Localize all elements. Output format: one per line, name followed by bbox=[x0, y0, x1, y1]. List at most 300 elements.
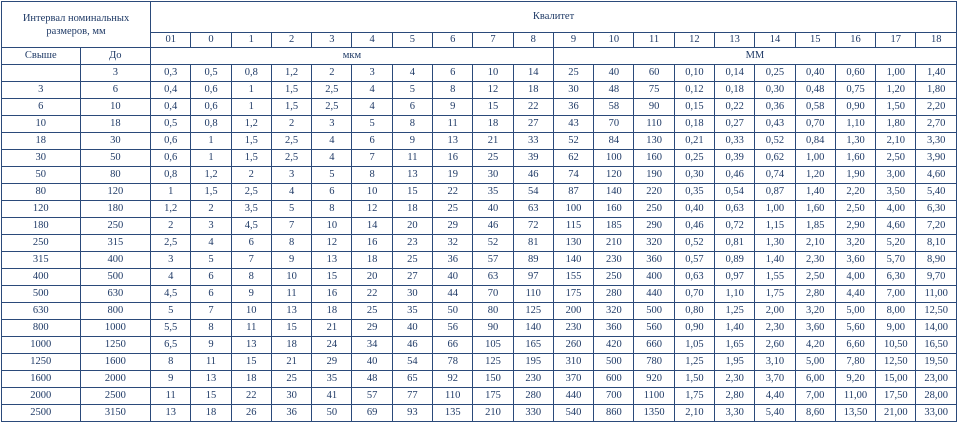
tolerance-value-cell: 1,50 bbox=[674, 371, 714, 388]
size-to-cell: 3150 bbox=[80, 405, 151, 422]
tolerance-value-cell: 1,25 bbox=[674, 354, 714, 371]
tolerance-value-cell: 210 bbox=[473, 405, 513, 422]
tolerance-value-cell: 1,2 bbox=[231, 116, 271, 133]
tolerance-value-cell: 13 bbox=[312, 252, 352, 269]
tolerance-value-cell: 210 bbox=[594, 235, 634, 252]
table-row bbox=[2, 252, 957, 269]
tolerance-value-cell: 1,20 bbox=[876, 82, 916, 99]
tolerance-value-cell: 0,18 bbox=[715, 82, 755, 99]
grade-header-cell: 10 bbox=[594, 33, 634, 48]
tolerance-value-cell: 35 bbox=[312, 371, 352, 388]
tolerance-value-cell: 36 bbox=[553, 99, 593, 116]
tolerance-value-cell: 48 bbox=[352, 371, 392, 388]
tolerance-value-cell: 2 bbox=[231, 167, 271, 184]
tolerance-value-cell: 1,00 bbox=[876, 65, 916, 82]
tolerance-value-cell: 1,80 bbox=[916, 82, 957, 99]
tolerance-value-cell: 9,00 bbox=[876, 320, 916, 337]
tolerance-value-cell: 70 bbox=[594, 116, 634, 133]
tolerance-value-cell: 0,43 bbox=[755, 116, 795, 133]
tolerance-value-cell: 4,40 bbox=[755, 388, 795, 405]
tolerance-value-cell: 0,75 bbox=[835, 82, 875, 99]
tolerance-value-cell: 6 bbox=[352, 133, 392, 150]
tolerance-value-cell: 65 bbox=[392, 371, 432, 388]
grade-header-cell: 18 bbox=[916, 33, 957, 48]
tolerance-value-cell: 22 bbox=[352, 286, 392, 303]
size-from-cell: 180 bbox=[2, 218, 81, 235]
tolerance-value-cell: 1 bbox=[231, 82, 271, 99]
tolerance-value-cell: 1,5 bbox=[231, 133, 271, 150]
tolerance-value-cell: 1,65 bbox=[715, 337, 755, 354]
tolerance-value-cell: 220 bbox=[634, 184, 674, 201]
grade-header-cell: 15 bbox=[795, 33, 835, 48]
units-row bbox=[2, 48, 957, 65]
tolerance-value-cell: 230 bbox=[513, 371, 553, 388]
tolerance-value-cell: 25 bbox=[271, 371, 311, 388]
tolerance-value-cell: 20 bbox=[352, 269, 392, 286]
tolerance-value-cell: 63 bbox=[473, 269, 513, 286]
tolerance-value-cell: 69 bbox=[352, 405, 392, 422]
tolerance-value-cell: 0,8 bbox=[191, 116, 231, 133]
tolerance-value-cell: 0,6 bbox=[151, 133, 191, 150]
tolerance-value-cell: 81 bbox=[513, 235, 553, 252]
tolerance-value-cell: 400 bbox=[634, 269, 674, 286]
tolerance-value-cell: 160 bbox=[634, 150, 674, 167]
tolerance-value-cell: 1,5 bbox=[271, 99, 311, 116]
tolerance-value-cell: 3,90 bbox=[916, 150, 957, 167]
tolerance-value-cell: 7,00 bbox=[876, 286, 916, 303]
tolerance-value-cell: 57 bbox=[352, 388, 392, 405]
tolerance-value-cell: 440 bbox=[553, 388, 593, 405]
tolerance-value-cell: 25 bbox=[553, 65, 593, 82]
tolerance-value-cell: 0,70 bbox=[795, 116, 835, 133]
tolerance-value-cell: 0,25 bbox=[755, 65, 795, 82]
tolerance-value-cell: 35 bbox=[473, 184, 513, 201]
tolerance-value-cell: 36 bbox=[433, 252, 473, 269]
tolerance-value-cell: 0,52 bbox=[674, 235, 714, 252]
tolerance-value-cell: 5 bbox=[191, 252, 231, 269]
tolerance-value-cell: 0,36 bbox=[755, 99, 795, 116]
tolerance-value-cell: 29 bbox=[312, 354, 352, 371]
table-row bbox=[2, 82, 957, 99]
tolerance-value-cell: 43 bbox=[553, 116, 593, 133]
tolerance-value-cell: 50 bbox=[433, 303, 473, 320]
tolerance-value-cell: 5,70 bbox=[876, 252, 916, 269]
tolerance-value-cell: 2,10 bbox=[876, 133, 916, 150]
tolerance-value-cell: 4 bbox=[312, 150, 352, 167]
tolerance-value-cell: 0,84 bbox=[795, 133, 835, 150]
tolerance-value-cell: 1,85 bbox=[795, 218, 835, 235]
size-from-cell: 250 bbox=[2, 235, 81, 252]
tolerance-value-cell: 11 bbox=[231, 320, 271, 337]
tolerance-value-cell: 7,20 bbox=[916, 218, 957, 235]
tolerance-value-cell: 1,10 bbox=[715, 286, 755, 303]
tolerance-value-cell: 1,10 bbox=[835, 116, 875, 133]
tolerance-value-cell: 8 bbox=[433, 82, 473, 99]
table-row bbox=[2, 269, 957, 286]
size-to-cell: 500 bbox=[80, 269, 151, 286]
tolerance-value-cell: 87 bbox=[553, 184, 593, 201]
tolerance-value-cell: 2,50 bbox=[876, 150, 916, 167]
tolerance-value-cell: 860 bbox=[594, 405, 634, 422]
tolerance-value-cell: 9 bbox=[392, 133, 432, 150]
tolerance-value-cell: 1,95 bbox=[715, 354, 755, 371]
tolerance-value-cell: 15 bbox=[312, 269, 352, 286]
tolerance-value-cell: 3 bbox=[312, 116, 352, 133]
size-to-cell: 630 bbox=[80, 286, 151, 303]
tolerance-value-cell: 2 bbox=[312, 65, 352, 82]
size-from-cell: 30 bbox=[2, 150, 81, 167]
tolerance-value-cell: 3,00 bbox=[876, 167, 916, 184]
size-range-header: Интервал номинальных размеров, мм bbox=[2, 2, 151, 48]
tolerance-value-cell: 11 bbox=[191, 354, 231, 371]
table-row bbox=[2, 371, 957, 388]
tolerance-value-cell: 18 bbox=[392, 201, 432, 218]
tolerance-value-cell: 13 bbox=[433, 133, 473, 150]
tolerance-value-cell: 7 bbox=[231, 252, 271, 269]
tolerance-value-cell: 0,18 bbox=[674, 116, 714, 133]
table-row bbox=[2, 116, 957, 133]
tolerance-value-cell: 1,40 bbox=[755, 252, 795, 269]
tolerance-value-cell: 8 bbox=[392, 116, 432, 133]
size-to-cell: 250 bbox=[80, 218, 151, 235]
tolerance-value-cell: 1 bbox=[151, 184, 191, 201]
tolerance-value-cell: 25 bbox=[473, 150, 513, 167]
tolerance-value-cell: 21 bbox=[473, 133, 513, 150]
tolerance-value-cell: 5,20 bbox=[876, 235, 916, 252]
grade-header-cell: 0 bbox=[191, 33, 231, 48]
tolerance-value-cell: 6 bbox=[191, 269, 231, 286]
tolerance-value-cell: 150 bbox=[473, 371, 513, 388]
tolerance-value-cell: 3,10 bbox=[755, 354, 795, 371]
tolerance-value-cell: 0,8 bbox=[231, 65, 271, 82]
tolerance-value-cell: 2,80 bbox=[795, 286, 835, 303]
tolerance-value-cell: 40 bbox=[352, 354, 392, 371]
tolerance-value-cell: 140 bbox=[553, 252, 593, 269]
tolerance-value-cell: 13 bbox=[271, 303, 311, 320]
tolerance-value-cell: 3,50 bbox=[876, 184, 916, 201]
quality-header: Квалитет bbox=[151, 2, 957, 33]
tolerance-value-cell: 360 bbox=[634, 252, 674, 269]
grade-header-cell: 14 bbox=[755, 33, 795, 48]
tolerance-value-cell: 540 bbox=[553, 405, 593, 422]
tolerance-value-cell: 22 bbox=[513, 99, 553, 116]
tolerance-value-cell: 8 bbox=[151, 354, 191, 371]
tolerance-value-cell: 36 bbox=[271, 405, 311, 422]
tolerance-value-cell: 0,30 bbox=[674, 167, 714, 184]
size-to-cell: 18 bbox=[80, 116, 151, 133]
tolerance-value-cell: 1,80 bbox=[876, 116, 916, 133]
size-to-cell: 1250 bbox=[80, 337, 151, 354]
size-to-cell: 30 bbox=[80, 133, 151, 150]
tolerance-value-cell: 660 bbox=[634, 337, 674, 354]
tolerance-value-cell: 15 bbox=[392, 184, 432, 201]
tolerance-value-cell: 4,20 bbox=[795, 337, 835, 354]
tolerance-value-cell: 58 bbox=[594, 99, 634, 116]
tolerance-value-cell: 3,60 bbox=[835, 252, 875, 269]
tolerance-value-cell: 0,90 bbox=[835, 99, 875, 116]
tolerance-value-cell: 3,70 bbox=[755, 371, 795, 388]
tolerance-value-cell: 0,57 bbox=[674, 252, 714, 269]
table-body bbox=[2, 65, 957, 422]
tolerance-value-cell: 21 bbox=[312, 320, 352, 337]
table-row bbox=[2, 184, 957, 201]
tolerance-value-cell: 10 bbox=[352, 184, 392, 201]
tolerance-value-cell: 2,30 bbox=[795, 252, 835, 269]
tolerance-value-cell: 0,35 bbox=[674, 184, 714, 201]
tolerance-value-cell: 90 bbox=[634, 99, 674, 116]
tolerance-value-cell: 120 bbox=[594, 167, 634, 184]
tolerance-value-cell: 11 bbox=[271, 286, 311, 303]
unit-mm-label: ММ bbox=[553, 48, 956, 65]
grade-header-cell: 9 bbox=[553, 33, 593, 48]
tolerance-value-cell: 8 bbox=[352, 167, 392, 184]
tolerance-value-cell: 130 bbox=[553, 235, 593, 252]
tolerance-value-cell: 12 bbox=[352, 201, 392, 218]
tolerance-value-cell: 12,50 bbox=[876, 354, 916, 371]
tolerance-value-cell: 16 bbox=[352, 235, 392, 252]
tolerance-value-cell: 3,5 bbox=[231, 201, 271, 218]
tolerance-value-cell: 320 bbox=[634, 235, 674, 252]
tolerance-value-cell: 5,00 bbox=[835, 303, 875, 320]
tolerance-value-cell: 310 bbox=[553, 354, 593, 371]
tolerance-value-cell: 0,46 bbox=[674, 218, 714, 235]
tolerance-value-cell: 5 bbox=[271, 201, 311, 218]
tolerance-value-cell: 8,00 bbox=[876, 303, 916, 320]
tolerance-table bbox=[1, 1, 957, 422]
tolerance-value-cell: 0,97 bbox=[715, 269, 755, 286]
tolerance-value-cell: 70 bbox=[473, 286, 513, 303]
tolerance-value-cell: 66 bbox=[433, 337, 473, 354]
grade-header-cell: 2 bbox=[271, 33, 311, 48]
table-row bbox=[2, 303, 957, 320]
tolerance-value-cell: 1350 bbox=[634, 405, 674, 422]
tolerance-value-cell: 19,50 bbox=[916, 354, 957, 371]
tolerance-value-cell: 11 bbox=[151, 388, 191, 405]
tolerance-value-cell: 27 bbox=[513, 116, 553, 133]
tolerance-value-cell: 2,80 bbox=[715, 388, 755, 405]
tolerance-value-cell: 23,00 bbox=[916, 371, 957, 388]
tolerance-value-cell: 25 bbox=[392, 252, 432, 269]
tolerance-value-cell: 22 bbox=[231, 388, 271, 405]
tolerance-value-cell: 33,00 bbox=[916, 405, 957, 422]
tolerance-value-cell: 920 bbox=[634, 371, 674, 388]
tolerance-value-cell: 2,5 bbox=[231, 184, 271, 201]
tolerance-value-cell: 24 bbox=[312, 337, 352, 354]
table-row bbox=[2, 65, 957, 82]
size-from-cell: 50 bbox=[2, 167, 81, 184]
tolerance-value-cell: 6,5 bbox=[151, 337, 191, 354]
tolerance-value-cell: 16 bbox=[312, 286, 352, 303]
tolerance-value-cell: 52 bbox=[473, 235, 513, 252]
tolerance-value-cell: 22 bbox=[433, 184, 473, 201]
tolerance-value-cell: 0,89 bbox=[715, 252, 755, 269]
tolerance-value-cell: 5 bbox=[392, 82, 432, 99]
tolerance-value-cell: 2,70 bbox=[916, 116, 957, 133]
tolerance-value-cell: 14 bbox=[513, 65, 553, 82]
tolerance-value-cell: 6 bbox=[191, 286, 231, 303]
tolerance-value-cell: 8 bbox=[191, 320, 231, 337]
size-from-cell: 10 bbox=[2, 116, 81, 133]
grade-header-cell: 7 bbox=[473, 33, 513, 48]
tolerance-value-cell: 5 bbox=[151, 303, 191, 320]
tolerance-value-cell: 1,15 bbox=[755, 218, 795, 235]
tolerance-value-cell: 1,75 bbox=[755, 286, 795, 303]
tolerance-value-cell: 2,20 bbox=[835, 184, 875, 201]
tolerance-value-cell: 21,00 bbox=[876, 405, 916, 422]
tolerance-value-cell: 420 bbox=[594, 337, 634, 354]
tolerance-value-cell: 185 bbox=[594, 218, 634, 235]
size-from-cell: 6 bbox=[2, 99, 81, 116]
tolerance-value-cell: 57 bbox=[473, 252, 513, 269]
tolerance-value-cell: 9 bbox=[271, 252, 311, 269]
tolerance-value-cell: 50 bbox=[312, 405, 352, 422]
tolerance-value-cell: 40 bbox=[433, 269, 473, 286]
tolerance-value-cell: 33 bbox=[513, 133, 553, 150]
tolerance-value-cell: 21 bbox=[271, 354, 311, 371]
tolerance-value-cell: 0,80 bbox=[674, 303, 714, 320]
tolerance-value-cell: 1,40 bbox=[795, 184, 835, 201]
tolerance-value-cell: 360 bbox=[594, 320, 634, 337]
tolerance-value-cell: 1,30 bbox=[835, 133, 875, 150]
tolerance-value-cell: 2,10 bbox=[674, 405, 714, 422]
tolerance-value-cell: 97 bbox=[513, 269, 553, 286]
size-from-cell: 630 bbox=[2, 303, 81, 320]
tolerance-value-cell: 4,00 bbox=[835, 269, 875, 286]
tolerance-value-cell: 84 bbox=[594, 133, 634, 150]
tolerance-value-cell: 0,39 bbox=[715, 150, 755, 167]
size-from-cell: 315 bbox=[2, 252, 81, 269]
tolerance-value-cell: 12,50 bbox=[916, 303, 957, 320]
tolerance-value-cell: 23 bbox=[392, 235, 432, 252]
size-from-cell: 500 bbox=[2, 286, 81, 303]
tolerance-value-cell: 4,5 bbox=[231, 218, 271, 235]
grade-header-cell: 13 bbox=[715, 33, 755, 48]
tolerance-value-cell: 0,74 bbox=[755, 167, 795, 184]
size-from-cell: 1250 bbox=[2, 354, 81, 371]
tolerance-value-cell: 3 bbox=[271, 167, 311, 184]
tolerance-value-cell: 35 bbox=[392, 303, 432, 320]
table-row bbox=[2, 286, 957, 303]
tolerance-value-cell: 4,60 bbox=[876, 218, 916, 235]
tolerance-value-cell: 155 bbox=[553, 269, 593, 286]
tolerance-value-cell: 80 bbox=[473, 303, 513, 320]
tolerance-value-cell: 260 bbox=[553, 337, 593, 354]
tolerance-value-cell: 290 bbox=[634, 218, 674, 235]
tolerance-value-cell: 18 bbox=[191, 405, 231, 422]
tolerance-value-cell: 13 bbox=[151, 405, 191, 422]
size-to-cell: 180 bbox=[80, 201, 151, 218]
tolerance-value-cell: 13,50 bbox=[835, 405, 875, 422]
tolerance-value-cell: 18 bbox=[473, 116, 513, 133]
tolerance-value-cell: 0,5 bbox=[151, 116, 191, 133]
tolerance-value-cell: 105 bbox=[473, 337, 513, 354]
tolerance-value-cell: 15,00 bbox=[876, 371, 916, 388]
table-row bbox=[2, 235, 957, 252]
tolerance-value-cell: 6,00 bbox=[795, 371, 835, 388]
tolerance-value-cell: 32 bbox=[433, 235, 473, 252]
tolerance-value-cell: 20 bbox=[392, 218, 432, 235]
size-to-cell: 800 bbox=[80, 303, 151, 320]
size-from-cell: 18 bbox=[2, 133, 81, 150]
tolerance-value-cell: 4 bbox=[312, 133, 352, 150]
tolerance-value-cell: 500 bbox=[634, 303, 674, 320]
tolerance-value-cell: 4 bbox=[151, 269, 191, 286]
tolerance-value-cell: 75 bbox=[634, 82, 674, 99]
size-from-cell: 400 bbox=[2, 269, 81, 286]
tolerance-value-cell: 28,00 bbox=[916, 388, 957, 405]
tolerance-value-cell: 17,50 bbox=[876, 388, 916, 405]
to-column-header: До bbox=[80, 48, 151, 65]
tolerance-value-cell: 0,58 bbox=[795, 99, 835, 116]
tolerance-value-cell: 0,6 bbox=[191, 82, 231, 99]
grade-header-cell: 8 bbox=[513, 33, 553, 48]
tolerance-value-cell: 14,00 bbox=[916, 320, 957, 337]
tolerance-value-cell: 40 bbox=[594, 65, 634, 82]
tolerance-value-cell: 12 bbox=[473, 82, 513, 99]
tolerance-value-cell: 140 bbox=[594, 184, 634, 201]
tolerance-value-cell: 9,20 bbox=[835, 371, 875, 388]
tolerance-value-cell: 600 bbox=[594, 371, 634, 388]
tolerance-value-cell: 160 bbox=[594, 201, 634, 218]
tolerance-value-cell: 4 bbox=[352, 99, 392, 116]
tolerance-value-cell: 30 bbox=[392, 286, 432, 303]
tolerance-value-cell: 2 bbox=[151, 218, 191, 235]
size-to-cell: 2500 bbox=[80, 388, 151, 405]
tolerance-value-cell: 10 bbox=[271, 269, 311, 286]
tolerance-value-cell: 1,5 bbox=[231, 150, 271, 167]
size-to-cell: 400 bbox=[80, 252, 151, 269]
tolerance-value-cell: 30 bbox=[473, 167, 513, 184]
size-from-cell: 800 bbox=[2, 320, 81, 337]
tolerance-value-cell: 0,27 bbox=[715, 116, 755, 133]
tolerance-value-cell: 6,30 bbox=[876, 269, 916, 286]
tolerance-value-cell: 2,60 bbox=[755, 337, 795, 354]
tolerance-value-cell: 92 bbox=[433, 371, 473, 388]
tolerance-value-cell: 8 bbox=[271, 235, 311, 252]
tolerance-value-cell: 0,60 bbox=[835, 65, 875, 82]
tolerance-value-cell: 500 bbox=[594, 354, 634, 371]
tolerance-value-cell: 1100 bbox=[634, 388, 674, 405]
tolerance-value-cell: 130 bbox=[634, 133, 674, 150]
table-row bbox=[2, 133, 957, 150]
tolerance-value-cell: 440 bbox=[634, 286, 674, 303]
tolerance-value-cell: 0,72 bbox=[715, 218, 755, 235]
table-row bbox=[2, 150, 957, 167]
tolerance-value-cell: 5,5 bbox=[151, 320, 191, 337]
tolerance-value-cell: 19 bbox=[433, 167, 473, 184]
tolerance-value-cell: 29 bbox=[433, 218, 473, 235]
size-to-cell: 10 bbox=[80, 99, 151, 116]
tolerance-value-cell: 1,40 bbox=[715, 320, 755, 337]
tolerance-value-cell: 30 bbox=[553, 82, 593, 99]
tolerance-value-cell: 0,3 bbox=[151, 65, 191, 82]
tolerance-value-cell: 56 bbox=[433, 320, 473, 337]
tolerance-value-cell: 1,40 bbox=[916, 65, 957, 82]
tolerance-value-cell: 18 bbox=[271, 337, 311, 354]
tolerance-value-cell: 5,40 bbox=[755, 405, 795, 422]
tolerance-value-cell: 0,40 bbox=[795, 65, 835, 82]
tolerance-value-cell: 25 bbox=[433, 201, 473, 218]
tolerance-value-cell: 0,5 bbox=[191, 65, 231, 82]
grade-header-cell: 17 bbox=[876, 33, 916, 48]
size-to-cell: 6 bbox=[80, 82, 151, 99]
size-from-cell: 80 bbox=[2, 184, 81, 201]
tolerance-value-cell: 1,20 bbox=[795, 167, 835, 184]
tolerance-value-cell: 46 bbox=[513, 167, 553, 184]
size-from-cell: 1000 bbox=[2, 337, 81, 354]
from-column-header: Свыше bbox=[2, 48, 81, 65]
tolerance-value-cell: 5 bbox=[312, 167, 352, 184]
